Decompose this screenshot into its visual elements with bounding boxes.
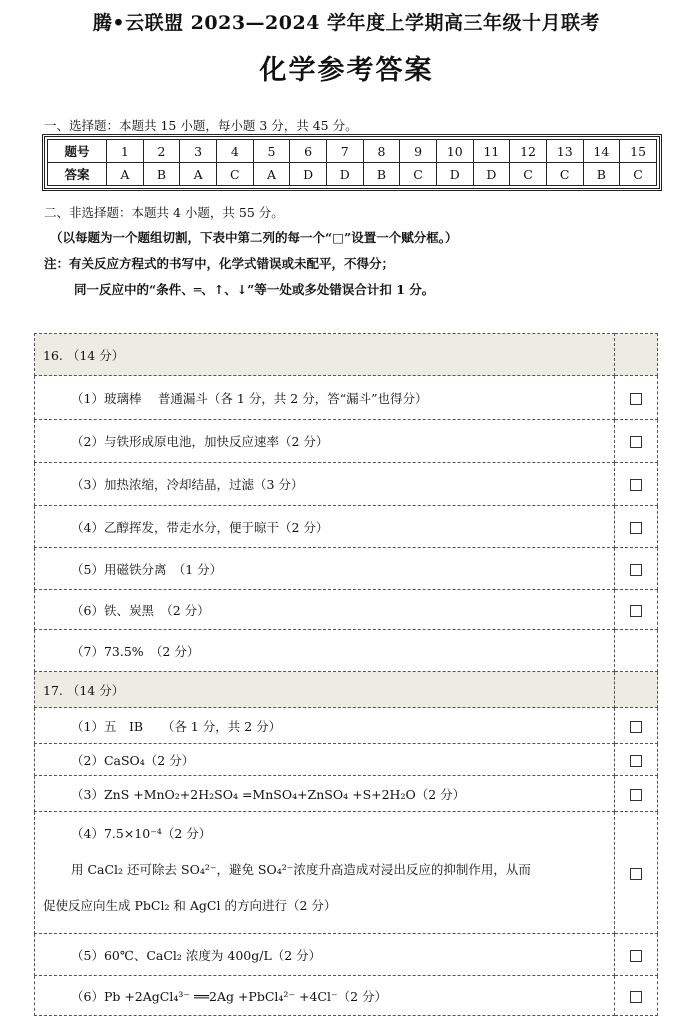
question-number: 10 [436, 140, 473, 163]
score-box[interactable] [615, 590, 658, 630]
table-row [35, 463, 658, 506]
q17-header-row [35, 672, 658, 708]
explanation-line-2: 促使反应向生成 PbCl₂ 和 AgCl 的方向进行（2 分） [43, 897, 337, 913]
question-number: 14 [583, 140, 620, 163]
q16-item-5: （5）用磁铁分离 （1 分） [35, 548, 615, 590]
table-row [35, 812, 658, 934]
answer-cell: D [326, 163, 363, 186]
answer-cell: C [510, 163, 547, 186]
checkbox-icon [630, 436, 642, 448]
question-number-row [48, 140, 657, 163]
checkbox-icon [630, 789, 642, 801]
answer-cell: C [546, 163, 583, 186]
q17-item-3: （3）ZnS +MnO₂+2H₂SO₄ =MnSO₄+ZnSO₄ +S+2H₂O（2 分） [35, 776, 615, 812]
table-row [35, 506, 658, 548]
q17-item-4-answer: （4）7.5×10⁻⁴（2 分） [71, 825, 212, 841]
q17-item-2: （2）CaSO₄（2 分） [35, 744, 615, 776]
answer-cell: B [583, 163, 620, 186]
score-box[interactable] [615, 976, 658, 1016]
section1-label: 一、选择题：本题共 15 小题，每小题 3 分，共 45 分。 [44, 118, 358, 133]
q17-title: 17. （14 分） [35, 672, 615, 708]
answer-cell: D [436, 163, 473, 186]
answer-cell: C [400, 163, 437, 186]
score-box[interactable] [615, 376, 658, 420]
q17-item-5: （5）60℃、CaCl₂ 浓度为 400g/L（2 分） [35, 934, 615, 976]
answer-cell: D [290, 163, 327, 186]
table-row [35, 744, 658, 776]
checkbox-icon [630, 479, 642, 491]
answer-key-table [42, 134, 662, 191]
scoring-table [34, 333, 658, 1016]
score-box[interactable] [615, 506, 658, 548]
explanation-line-1: 用 CaCl₂ 还可除去 SO₄²⁻，避免 SO₄²⁻浓度升高造成对浸出反应的抑制作用，从而 [71, 861, 531, 877]
table-row [35, 934, 658, 976]
table-row [35, 420, 658, 463]
answer-row [48, 163, 657, 186]
equation-note-2: 同一反应中的“条件、═、↑、↓”等一处或多处错误合计扣 1 分。 [74, 282, 435, 297]
table-row [35, 976, 658, 1016]
checkbox-icon [630, 991, 642, 1003]
checkbox-icon [630, 564, 642, 576]
document-title: 化学参考答案 [259, 55, 434, 86]
checkbox-icon [630, 950, 642, 962]
checkbox-icon [630, 868, 642, 880]
answer-cell: A [180, 163, 217, 186]
answer-cell: B [143, 163, 180, 186]
checkbox-icon [630, 393, 642, 405]
question-number: 12 [510, 140, 547, 163]
blank-cell [615, 630, 658, 672]
q16-item-7: （7）73.5% （2 分） [35, 630, 615, 672]
checkbox-icon [630, 721, 642, 733]
q16-item-3: （3）加热浓缩，冷却结晶，过滤（3 分） [35, 463, 615, 506]
table-row [35, 548, 658, 590]
section2-label: 二、非选择题：本题共 4 小题，共 55 分。 [44, 205, 284, 220]
score-box[interactable] [615, 744, 658, 776]
table-row [35, 630, 658, 672]
table-row [35, 590, 658, 630]
q17-item-1: （1）五 IB （各 1 分，共 2 分） [35, 708, 615, 744]
answer-cell: A [253, 163, 290, 186]
question-number: 6 [290, 140, 327, 163]
question-number: 2 [143, 140, 180, 163]
answer-label: 答案 [48, 163, 107, 186]
q16-header-blank [615, 334, 658, 376]
question-number: 13 [546, 140, 583, 163]
question-number: 5 [253, 140, 290, 163]
q16-item-1: （1）玻璃棒 普通漏斗（各 1 分，共 2 分，答“漏斗”也得分） [35, 376, 615, 420]
q17-item-4 [35, 812, 615, 934]
scoring-split-note: （以每题为一个题组切割，下表中第二列的每一个“□”设置一个赋分框。） [50, 230, 458, 245]
checkbox-icon [630, 522, 642, 534]
question-number: 9 [400, 140, 437, 163]
question-number: 8 [363, 140, 400, 163]
question-number: 3 [180, 140, 217, 163]
question-number: 4 [216, 140, 253, 163]
q16-item-4: （4）乙醇挥发，带走水分，便于晾干（2 分） [35, 506, 615, 548]
answer-cell: B [363, 163, 400, 186]
score-box[interactable] [615, 776, 658, 812]
table-row [35, 376, 658, 420]
q16-item-2: （2）与铁形成原电池，加快反应速率（2 分） [35, 420, 615, 463]
score-box[interactable] [615, 420, 658, 463]
equation-note-1: 注：有关反应方程式的书写中，化学式错误或未配平，不得分； [44, 256, 395, 271]
question-number: 1 [107, 140, 144, 163]
score-box[interactable] [615, 812, 658, 934]
question-number: 11 [473, 140, 510, 163]
question-number: 15 [620, 140, 657, 163]
table-row [35, 776, 658, 812]
answer-cell: D [473, 163, 510, 186]
q17-item-6: （6）Pb +2AgCl₄³⁻ ══2Ag +PbCl₄²⁻ +4Cl⁻（2 分） [35, 976, 615, 1016]
score-box[interactable] [615, 548, 658, 590]
q17-header-blank [615, 672, 658, 708]
answer-cell: A [107, 163, 144, 186]
q16-item-6: （6）铁、炭黑 （2 分） [35, 590, 615, 630]
checkbox-icon [630, 755, 642, 767]
q17-item-4-explanation [43, 852, 606, 924]
answer-cell: C [620, 163, 657, 186]
score-box[interactable] [615, 708, 658, 744]
exam-title: 腾•云联盟 2023—2024 学年度上学期高三年级十月联考 [92, 12, 601, 34]
number-label: 题号 [48, 140, 107, 163]
question-number: 7 [326, 140, 363, 163]
score-box[interactable] [615, 463, 658, 506]
q16-title: 16. （14 分） [35, 334, 615, 376]
table-row [35, 708, 658, 744]
q16-header-row [35, 334, 658, 376]
answer-cell: C [216, 163, 253, 186]
score-box[interactable] [615, 934, 658, 976]
checkbox-icon [630, 605, 642, 617]
